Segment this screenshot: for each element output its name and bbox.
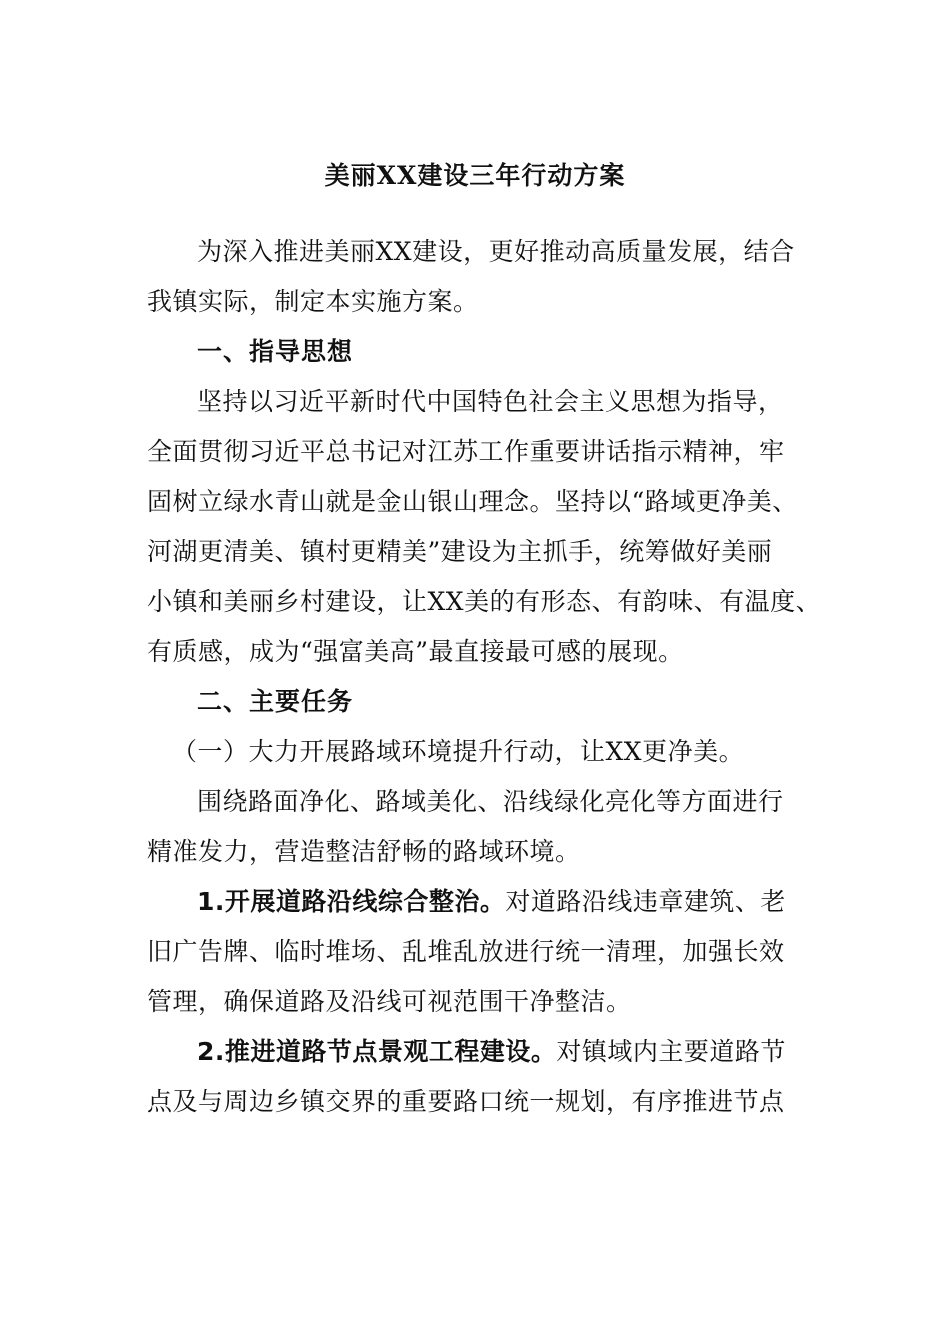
section-1-line-6: 有质感，成为“强富美高”最直接最可感的展现。 [147, 637, 684, 666]
item-2-line-1-text: 对镇域内主要道路节 [556, 1037, 786, 1066]
item-1-line-3: 管理，确保道路及沿线可视范围干净整洁。 [147, 987, 632, 1016]
intro-line-1: 为深入推进美丽XX建设，更好推动高质量发展，结合 [197, 237, 795, 266]
intro-line-2: 我镇实际，制定本实施方案。 [147, 287, 479, 316]
section-2-heading: 二、主要任务 [197, 687, 354, 716]
section-1-line-2: 全面贯彻习近平总书记对江苏工作重要讲话指示精神，牢 [147, 437, 785, 466]
section-1-line-4: 河湖更清美、镇村更精美”建设为主抓手，统筹做好美丽 [147, 537, 773, 566]
section-1-line-5: 小镇和美丽乡村建设，让XX美的有形态、有韵味、有温度、 [147, 587, 822, 616]
section-2-subheading: （一）大力开展路域环境提升行动，让XX更净美。 [172, 737, 745, 766]
item-2-title: 2.推进道路节点景观工程建设。 [197, 1037, 557, 1066]
section-2-sub-line-2: 精准发力，营造整洁舒畅的路域环境。 [147, 837, 581, 866]
section-2-sub-line-1: 围绕路面净化、路域美化、沿线绿化亮化等方面进行 [197, 787, 784, 816]
section-1-line-3: 固树立绿水青山就是金山银山理念。坚持以“路域更净美、 [147, 487, 798, 516]
item-1-title: 1.开展道路沿线综合整治。 [197, 887, 506, 916]
item-2-line-2: 点及与周边乡镇交界的重要路口统一规划，有序推进节点 [147, 1087, 785, 1116]
section-1-line-1: 坚持以习近平新时代中国特色社会主义思想为指导， [197, 387, 784, 416]
item-1-line-2: 旧广告牌、临时堆场、乱堆乱放进行统一清理，加强长效 [147, 937, 785, 966]
document-title: 美丽XX建设三年行动方案 [324, 161, 626, 190]
item-1-line-1 [197, 882, 786, 922]
item-2-line-1 [197, 1032, 786, 1072]
section-1-heading: 一、指导思想 [197, 337, 354, 366]
item-1-line-1-text: 对道路沿线违章建筑、老 [505, 887, 786, 916]
